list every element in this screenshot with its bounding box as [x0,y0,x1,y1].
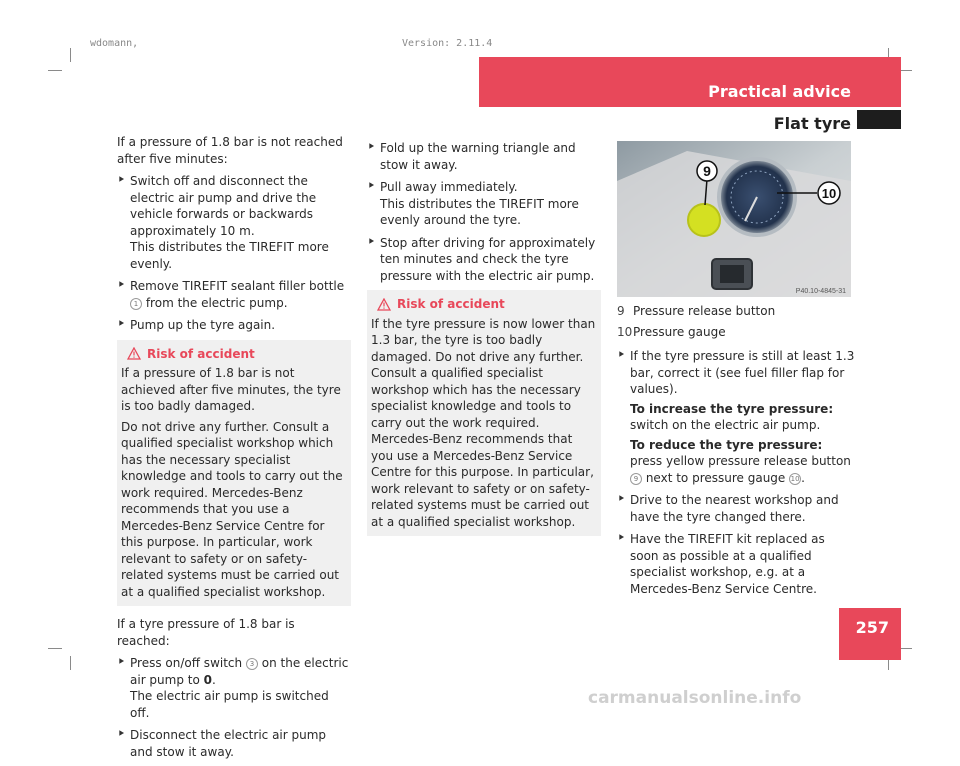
warning-heading: Risk of accident [121,346,347,363]
instruction-step: ⯈ Stop after driving for approximately ten minutes and check the tyre pressure with the electric air pump. [367,235,596,283]
instruction-step: ⯈ Fold up the warning triangle and stow it away. [367,141,576,172]
callout-label-9: 9 [703,163,711,179]
arrow-icon: ⯈ [117,729,125,740]
instruction-step: ⯈ Pump up the tyre again. [117,318,276,332]
section-title: Practical advice [708,82,851,101]
warning-box [117,340,351,607]
arrow-icon: ⯈ [117,657,125,668]
arrow-icon: ⯈ [367,236,375,248]
instruction-step: ⯈ Disconnect the electric air pump and stow it away. [117,728,327,759]
instruction-step: ⯈ Remove TIREFIT sealant filler bottle 1 from the electric pump. [117,279,345,310]
crop-mark [70,48,71,62]
arrow-icon: ⯈ [367,181,375,192]
intro-text: If a tyre pressure of 1.8 bar is reached: [117,617,295,648]
reference-number: 1 [130,298,142,310]
instruction-step: ⯈ Drive to the nearest workshop and have the tyre changed there. [617,493,839,524]
warning-triangle-icon [127,347,141,360]
arrow-icon: ⯈ [617,533,625,544]
pump-socket-inner [720,265,744,283]
watermark: carmanualsonline.info [588,688,802,708]
photo-code: P40.10-4845-31 [795,288,846,295]
instruction-step: ⯈ Have the TIREFIT kit replaced as soon as possible at a qualified specialist workshop, e.g. at a Mercedes-Benz Service Centre. [617,532,825,596]
instruction-step: ⯈ If the tyre pressure is still at least 1.3 bar, correct it (see fuel filler flap for values). To increase the tyre pressure: switch on the electric air pump. To reduce the tyre pressure: press yellow pressure release button 9 next to pressure gauge 10 . [617,349,855,485]
reference-number: 9 [630,473,642,485]
warning-heading: Risk of accident [371,296,597,313]
page-number-box [839,608,901,660]
legend-item: 10 Pressure gauge [617,324,726,339]
callout-label-10: 10 [821,186,837,201]
top-meta-right: Version: 2.11.4 [402,38,493,49]
pump-photo [617,141,851,297]
warning-triangle-icon [377,298,391,311]
page-number: 257 [855,618,889,637]
crop-mark [48,70,62,71]
column-2 [367,140,601,546]
reference-number: 10 [790,474,800,483]
column-3 [617,303,855,603]
crop-mark [70,656,71,670]
intro-text: If a pressure of 1.8 bar is not reached after five minutes: [117,135,343,166]
arrow-icon: ⯈ [617,494,625,505]
arrow-icon: ⯈ [367,142,375,153]
instruction-step: ⯈ Switch off and disconnect the electric air pump and drive the vehicle forwards or backwards approximately 10 m. This distributes the TIREFIT more evenly. [117,174,329,271]
crop-mark [48,648,62,649]
arrow-icon: ⯈ [117,280,125,291]
warning-text: If a pressure of 1.8 bar is not achieved after five minutes, the tyre is too badly damaged. [121,366,341,413]
arrow-icon: ⯈ [117,175,125,186]
arrow-icon: ⯈ [617,350,625,361]
arrow-icon: ⯈ [117,319,125,330]
column-1 [117,134,351,766]
warning-text: Do not drive any further. Consult a qualified specialist workshop which has the necessary specialist knowledge and tools to carry out the work required. Mercedes-Benz recommends that you use a Mercedes-Benz Service Centre for this purpose. In particular, work relevant to safety or on safety-related systems must be carried out at a qualified specialist workshop. [121,419,343,599]
chapter-title: Flat tyre [773,114,851,133]
reference-number: 3 [246,658,258,670]
warning-box [367,290,601,536]
instruction-step: ⯈ Pull away immediately. This distributes the TIREFIT more evenly around the tyre. [367,180,579,227]
warning-text: If the tyre pressure is now lower than 1.3 bar, the tyre is too badly damaged. Do not drive any further. Consult a qualified specialist workshop which has the necessary specialist knowledge and tools to carry out the work required. Mercedes-Benz recommends that you use a Mercedes-Benz Service Centre for this purpose. In particular, work relevant to safety or on safety-related systems must be carried out at a qualified specialist workshop. [371,316,596,529]
instruction-step: ⯈ Press on/off switch 3 on the electric air pump to 0. The electric air pump is switched off. [117,656,349,720]
chapter-tab [857,110,901,129]
legend-item: 9 Pressure release button [617,304,776,318]
pressure-release-button [688,204,720,236]
top-meta-left: wdomann, [90,38,139,49]
